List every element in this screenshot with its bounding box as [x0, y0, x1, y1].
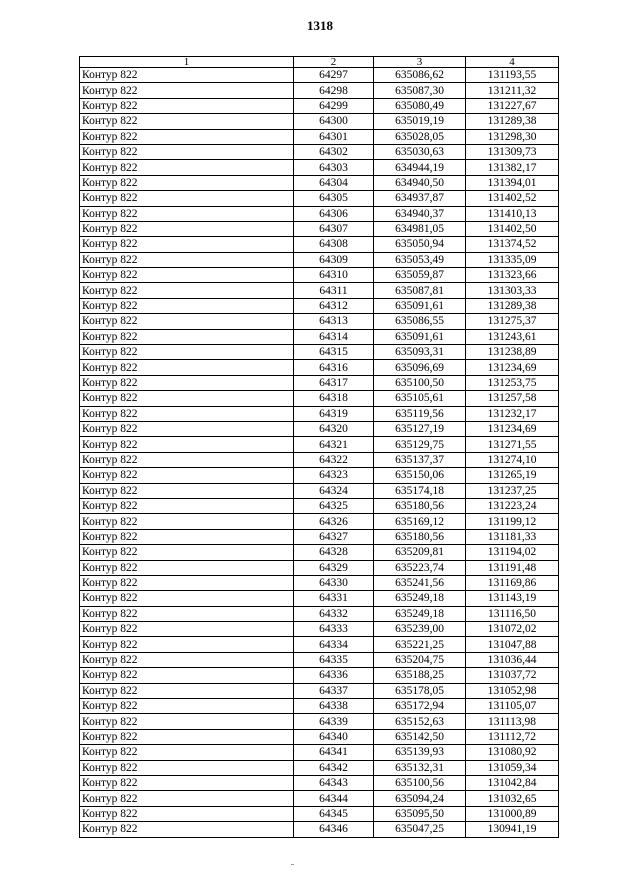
contour-name-cell: Контур 822: [80, 329, 294, 344]
table-row: [80, 606, 559, 621]
y-coordinate-cell: 131374,52: [466, 237, 559, 252]
point-number-cell: 64323: [294, 468, 374, 483]
contour-name-cell: Контур 822: [80, 483, 294, 498]
point-number-cell: 64318: [294, 391, 374, 406]
point-number-cell: 64334: [294, 637, 374, 652]
y-coordinate-cell: 131042,84: [466, 775, 559, 790]
y-coordinate-cell: 130941,19: [466, 822, 559, 837]
y-coordinate-cell: 131105,07: [466, 699, 559, 714]
contour-name-cell: Контур 822: [80, 129, 294, 144]
contour-name-cell: Контур 822: [80, 221, 294, 236]
column-header-3: 3: [374, 57, 466, 68]
table-row: [80, 406, 559, 421]
contour-name-cell: Контур 822: [80, 652, 294, 667]
contour-name-cell: Контур 822: [80, 514, 294, 529]
table-row: [80, 160, 559, 175]
table-row: [80, 791, 559, 806]
point-number-cell: 64337: [294, 683, 374, 698]
x-coordinate-cell: 635096,69: [374, 360, 466, 375]
y-coordinate-cell: 131394,01: [466, 175, 559, 190]
y-coordinate-cell: 131169,86: [466, 575, 559, 590]
table-row: [80, 144, 559, 159]
y-coordinate-cell: 131113,98: [466, 714, 559, 729]
y-coordinate-cell: 131289,38: [466, 298, 559, 313]
table-row: [80, 391, 559, 406]
y-coordinate-cell: 131309,73: [466, 144, 559, 159]
point-number-cell: 64340: [294, 729, 374, 744]
contour-name-cell: Контур 822: [80, 806, 294, 821]
contour-name-cell: Контур 822: [80, 406, 294, 421]
table-row: [80, 668, 559, 683]
y-coordinate-cell: 131335,09: [466, 252, 559, 267]
y-coordinate-cell: 131143,19: [466, 591, 559, 606]
contour-name-cell: Контур 822: [80, 283, 294, 298]
contour-name-cell: Контур 822: [80, 391, 294, 406]
point-number-cell: 64310: [294, 268, 374, 283]
x-coordinate-cell: 635087,30: [374, 83, 466, 98]
point-number-cell: 64306: [294, 206, 374, 221]
y-coordinate-cell: 131227,67: [466, 98, 559, 113]
point-number-cell: 64302: [294, 144, 374, 159]
point-number-cell: 64328: [294, 545, 374, 560]
point-number-cell: 64345: [294, 806, 374, 821]
point-number-cell: 64322: [294, 452, 374, 467]
point-number-cell: 64301: [294, 129, 374, 144]
y-coordinate-cell: 131037,72: [466, 668, 559, 683]
contour-name-cell: Контур 822: [80, 622, 294, 637]
point-number-cell: 64320: [294, 421, 374, 436]
table-row: [80, 622, 559, 637]
x-coordinate-cell: 634937,87: [374, 191, 466, 206]
contour-name-cell: Контур 822: [80, 437, 294, 452]
table-row: [80, 114, 559, 129]
table-row: [80, 699, 559, 714]
y-coordinate-cell: 131080,92: [466, 745, 559, 760]
point-number-cell: 64331: [294, 591, 374, 606]
contour-name-cell: Контур 822: [80, 775, 294, 790]
x-coordinate-cell: 635050,94: [374, 237, 466, 252]
column-header-1: 1: [80, 57, 294, 68]
x-coordinate-cell: 635086,55: [374, 314, 466, 329]
table-row: [80, 745, 559, 760]
column-header-4: 4: [466, 57, 559, 68]
point-number-cell: 64335: [294, 652, 374, 667]
coordinates-table: [79, 56, 559, 838]
contour-name-cell: Контур 822: [80, 268, 294, 283]
table-row: [80, 237, 559, 252]
point-number-cell: 64311: [294, 283, 374, 298]
y-coordinate-cell: 131036,44: [466, 652, 559, 667]
x-coordinate-cell: 634981,05: [374, 221, 466, 236]
y-coordinate-cell: 131257,58: [466, 391, 559, 406]
point-number-cell: 64314: [294, 329, 374, 344]
x-coordinate-cell: 635080,49: [374, 98, 466, 113]
table-row: [80, 221, 559, 236]
contour-name-cell: Контур 822: [80, 114, 294, 129]
y-coordinate-cell: 131298,30: [466, 129, 559, 144]
table-row: [80, 345, 559, 360]
contour-name-cell: Контур 822: [80, 144, 294, 159]
x-coordinate-cell: 635129,75: [374, 437, 466, 452]
table-row: [80, 729, 559, 744]
x-coordinate-cell: 635241,56: [374, 575, 466, 590]
contour-name-cell: Контур 822: [80, 237, 294, 252]
x-coordinate-cell: 635132,31: [374, 760, 466, 775]
y-coordinate-cell: 131289,38: [466, 114, 559, 129]
table-row: [80, 760, 559, 775]
column-header-2: 2: [294, 57, 374, 68]
point-number-cell: 64326: [294, 514, 374, 529]
table-body: [80, 68, 559, 838]
point-number-cell: 64342: [294, 760, 374, 775]
y-coordinate-cell: 131402,52: [466, 191, 559, 206]
table-row: [80, 468, 559, 483]
x-coordinate-cell: 635094,24: [374, 791, 466, 806]
y-coordinate-cell: 131000,89: [466, 806, 559, 821]
contour-name-cell: Контур 822: [80, 714, 294, 729]
contour-name-cell: Контур 822: [80, 822, 294, 837]
y-coordinate-cell: 131072,02: [466, 622, 559, 637]
x-coordinate-cell: 635028,05: [374, 129, 466, 144]
x-coordinate-cell: 635139,93: [374, 745, 466, 760]
x-coordinate-cell: 635223,74: [374, 560, 466, 575]
y-coordinate-cell: 131191,48: [466, 560, 559, 575]
table-row: [80, 175, 559, 190]
x-coordinate-cell: 635150,06: [374, 468, 466, 483]
point-number-cell: 64338: [294, 699, 374, 714]
point-number-cell: 64321: [294, 437, 374, 452]
table-row: [80, 560, 559, 575]
point-number-cell: 64339: [294, 714, 374, 729]
table-row: [80, 283, 559, 298]
x-coordinate-cell: 635059,87: [374, 268, 466, 283]
table-row: [80, 514, 559, 529]
table-header-row: [80, 57, 559, 68]
point-number-cell: 64316: [294, 360, 374, 375]
x-coordinate-cell: 635127,19: [374, 421, 466, 436]
x-coordinate-cell: 635087,81: [374, 283, 466, 298]
contour-name-cell: Контур 822: [80, 421, 294, 436]
y-coordinate-cell: 131323,66: [466, 268, 559, 283]
y-coordinate-cell: 131402,50: [466, 221, 559, 236]
x-coordinate-cell: 635053,49: [374, 252, 466, 267]
contour-name-cell: Контур 822: [80, 345, 294, 360]
contour-name-cell: Контур 822: [80, 175, 294, 190]
contour-name-cell: Контур 822: [80, 83, 294, 98]
contour-name-cell: Контур 822: [80, 729, 294, 744]
y-coordinate-cell: 131194,02: [466, 545, 559, 560]
x-coordinate-cell: 635188,25: [374, 668, 466, 683]
point-number-cell: 64303: [294, 160, 374, 175]
y-coordinate-cell: 131234,69: [466, 421, 559, 436]
table-row: [80, 498, 559, 513]
scan-speck: [291, 864, 294, 865]
point-number-cell: 64333: [294, 622, 374, 637]
x-coordinate-cell: 635019,19: [374, 114, 466, 129]
table-row: [80, 360, 559, 375]
x-coordinate-cell: 635180,56: [374, 529, 466, 544]
x-coordinate-cell: 635086,62: [374, 68, 466, 83]
y-coordinate-cell: 131181,33: [466, 529, 559, 544]
y-coordinate-cell: 131211,32: [466, 83, 559, 98]
table-row: [80, 683, 559, 698]
x-coordinate-cell: 635091,61: [374, 329, 466, 344]
y-coordinate-cell: 131193,55: [466, 68, 559, 83]
point-number-cell: 64313: [294, 314, 374, 329]
table-row: [80, 129, 559, 144]
contour-name-cell: Контур 822: [80, 191, 294, 206]
x-coordinate-cell: 635174,18: [374, 483, 466, 498]
y-coordinate-cell: 131047,88: [466, 637, 559, 652]
contour-name-cell: Контур 822: [80, 683, 294, 698]
y-coordinate-cell: 131274,10: [466, 452, 559, 467]
x-coordinate-cell: 635137,37: [374, 452, 466, 467]
contour-name-cell: Контур 822: [80, 468, 294, 483]
x-coordinate-cell: 635119,56: [374, 406, 466, 421]
y-coordinate-cell: 131253,75: [466, 375, 559, 390]
contour-name-cell: Контур 822: [80, 375, 294, 390]
point-number-cell: 64298: [294, 83, 374, 98]
table-row: [80, 714, 559, 729]
point-number-cell: 64341: [294, 745, 374, 760]
y-coordinate-cell: 131052,98: [466, 683, 559, 698]
x-coordinate-cell: 635091,61: [374, 298, 466, 313]
contour-name-cell: Контур 822: [80, 606, 294, 621]
point-number-cell: 64300: [294, 114, 374, 129]
x-coordinate-cell: 635093,31: [374, 345, 466, 360]
point-number-cell: 64325: [294, 498, 374, 513]
contour-name-cell: Контур 822: [80, 452, 294, 467]
contour-name-cell: Контур 822: [80, 545, 294, 560]
contour-name-cell: Контур 822: [80, 560, 294, 575]
contour-name-cell: Контур 822: [80, 314, 294, 329]
point-number-cell: 64327: [294, 529, 374, 544]
x-coordinate-cell: 635180,56: [374, 498, 466, 513]
y-coordinate-cell: 131237,25: [466, 483, 559, 498]
table-row: [80, 591, 559, 606]
contour-name-cell: Контур 822: [80, 791, 294, 806]
table-row: [80, 437, 559, 452]
table-row: [80, 314, 559, 329]
table-row: [80, 637, 559, 652]
contour-name-cell: Контур 822: [80, 68, 294, 83]
y-coordinate-cell: 131232,17: [466, 406, 559, 421]
x-coordinate-cell: 635142,50: [374, 729, 466, 744]
table-row: [80, 775, 559, 790]
table-row: [80, 268, 559, 283]
point-number-cell: 64312: [294, 298, 374, 313]
point-number-cell: 64317: [294, 375, 374, 390]
table-row: [80, 329, 559, 344]
x-coordinate-cell: 634940,50: [374, 175, 466, 190]
table-row: [80, 252, 559, 267]
contour-name-cell: Контур 822: [80, 498, 294, 513]
x-coordinate-cell: 634944,19: [374, 160, 466, 175]
point-number-cell: 64304: [294, 175, 374, 190]
y-coordinate-cell: 131271,55: [466, 437, 559, 452]
contour-name-cell: Контур 822: [80, 252, 294, 267]
y-coordinate-cell: 131059,34: [466, 760, 559, 775]
x-coordinate-cell: 635100,56: [374, 775, 466, 790]
contour-name-cell: Контур 822: [80, 760, 294, 775]
table-row: [80, 68, 559, 83]
point-number-cell: 64308: [294, 237, 374, 252]
point-number-cell: 64307: [294, 221, 374, 236]
table-row: [80, 483, 559, 498]
y-coordinate-cell: 131265,19: [466, 468, 559, 483]
y-coordinate-cell: 131303,33: [466, 283, 559, 298]
table-row: [80, 452, 559, 467]
page-number: 1318: [307, 18, 333, 33]
x-coordinate-cell: 635100,50: [374, 375, 466, 390]
table-row: [80, 545, 559, 560]
point-number-cell: 64343: [294, 775, 374, 790]
point-number-cell: 64344: [294, 791, 374, 806]
contour-name-cell: Контур 822: [80, 98, 294, 113]
x-coordinate-cell: 635249,18: [374, 591, 466, 606]
y-coordinate-cell: 131382,17: [466, 160, 559, 175]
x-coordinate-cell: 635047,25: [374, 822, 466, 837]
table-row: [80, 83, 559, 98]
x-coordinate-cell: 635095,50: [374, 806, 466, 821]
contour-name-cell: Контур 822: [80, 529, 294, 544]
point-number-cell: 64324: [294, 483, 374, 498]
point-number-cell: 64346: [294, 822, 374, 837]
contour-name-cell: Контур 822: [80, 668, 294, 683]
x-coordinate-cell: 635178,05: [374, 683, 466, 698]
point-number-cell: 64299: [294, 98, 374, 113]
x-coordinate-cell: 635204,75: [374, 652, 466, 667]
table-row: [80, 575, 559, 590]
point-number-cell: 64332: [294, 606, 374, 621]
y-coordinate-cell: 131032,65: [466, 791, 559, 806]
y-coordinate-cell: 131238,89: [466, 345, 559, 360]
x-coordinate-cell: 635249,18: [374, 606, 466, 621]
y-coordinate-cell: 131223,24: [466, 498, 559, 513]
x-coordinate-cell: 635239,00: [374, 622, 466, 637]
table-row: [80, 191, 559, 206]
x-coordinate-cell: 635152,63: [374, 714, 466, 729]
x-coordinate-cell: 635169,12: [374, 514, 466, 529]
contour-name-cell: Контур 822: [80, 637, 294, 652]
point-number-cell: 64336: [294, 668, 374, 683]
point-number-cell: 64329: [294, 560, 374, 575]
table-row: [80, 822, 559, 837]
y-coordinate-cell: 131116,50: [466, 606, 559, 621]
x-coordinate-cell: 635221,25: [374, 637, 466, 652]
contour-name-cell: Контур 822: [80, 699, 294, 714]
contour-name-cell: Контур 822: [80, 360, 294, 375]
point-number-cell: 64309: [294, 252, 374, 267]
point-number-cell: 64319: [294, 406, 374, 421]
y-coordinate-cell: 131112,72: [466, 729, 559, 744]
table-row: [80, 529, 559, 544]
point-number-cell: 64305: [294, 191, 374, 206]
contour-name-cell: Контур 822: [80, 160, 294, 175]
contour-name-cell: Контур 822: [80, 206, 294, 221]
y-coordinate-cell: 131199,12: [466, 514, 559, 529]
point-number-cell: 64315: [294, 345, 374, 360]
x-coordinate-cell: 635030,63: [374, 144, 466, 159]
table-row: [80, 375, 559, 390]
x-coordinate-cell: 635172,94: [374, 699, 466, 714]
y-coordinate-cell: 131234,69: [466, 360, 559, 375]
x-coordinate-cell: 634940,37: [374, 206, 466, 221]
table-row: [80, 206, 559, 221]
contour-name-cell: Контур 822: [80, 745, 294, 760]
x-coordinate-cell: 635105,61: [374, 391, 466, 406]
table-row: [80, 298, 559, 313]
table-row: [80, 98, 559, 113]
y-coordinate-cell: 131243,61: [466, 329, 559, 344]
table-row: [80, 806, 559, 821]
table-row: [80, 421, 559, 436]
table-row: [80, 652, 559, 667]
point-number-cell: 64297: [294, 68, 374, 83]
contour-name-cell: Контур 822: [80, 591, 294, 606]
contour-name-cell: Контур 822: [80, 575, 294, 590]
y-coordinate-cell: 131275,37: [466, 314, 559, 329]
y-coordinate-cell: 131410,13: [466, 206, 559, 221]
contour-name-cell: Контур 822: [80, 298, 294, 313]
x-coordinate-cell: 635209,81: [374, 545, 466, 560]
point-number-cell: 64330: [294, 575, 374, 590]
